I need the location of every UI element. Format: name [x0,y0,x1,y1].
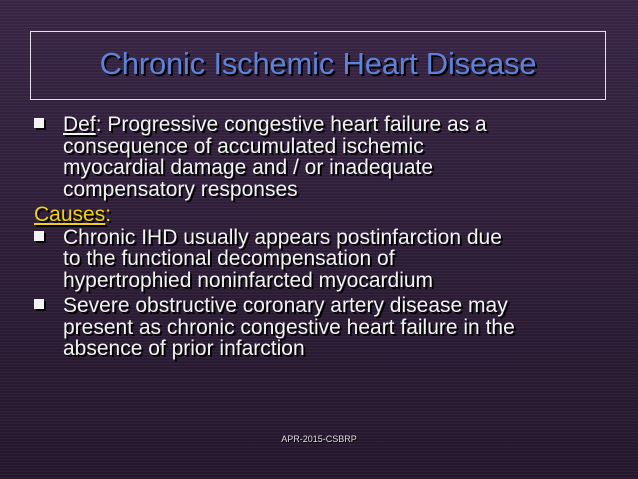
definition-label: Def [63,113,96,136]
slide-footer: APR-2015-CSBRP [281,434,357,444]
definition-line-1-text: : Progressive congestive heart failure as a [95,113,487,136]
causes-heading [34,204,624,226]
slide-body [34,114,624,360]
cause-2-line-1: Severe obstructive coronary artery disease may [63,294,508,317]
cause-1-line-1: Chronic IHD usually appears postinfarction due [63,225,502,249]
slide-title: Chronic Ischemic Heart Disease [99,46,537,81]
definition-text [63,114,624,200]
cause-1-line-2: to the functional decompensation of [63,247,395,270]
cause-2-line-2: present as chronic congestive heart failure in the [63,315,515,339]
definition-line-3: myocardial damage and / or inadequate [63,156,434,179]
cause-bullet-1 [34,227,624,292]
title-frame [30,31,606,100]
square-bullet-icon [34,118,44,128]
definition-bullet [34,114,624,200]
definition-line-1 [63,114,624,136]
definition-line-4: compensatory responses [63,177,298,201]
cause-2-text [63,295,624,360]
causes-label: Causes [34,203,106,226]
cause-2-line-3: absence of prior infarction [63,337,305,360]
square-bullet-icon [34,231,44,241]
cause-bullet-2 [34,295,624,360]
causes-colon: : [105,203,112,226]
cause-1-line-3: hypertrophied noninfarcted myocardium [63,268,434,292]
square-bullet-icon [34,299,44,309]
definition-line-2: consequence of accumulated ischemic [63,134,424,158]
cause-1-text [63,227,624,292]
